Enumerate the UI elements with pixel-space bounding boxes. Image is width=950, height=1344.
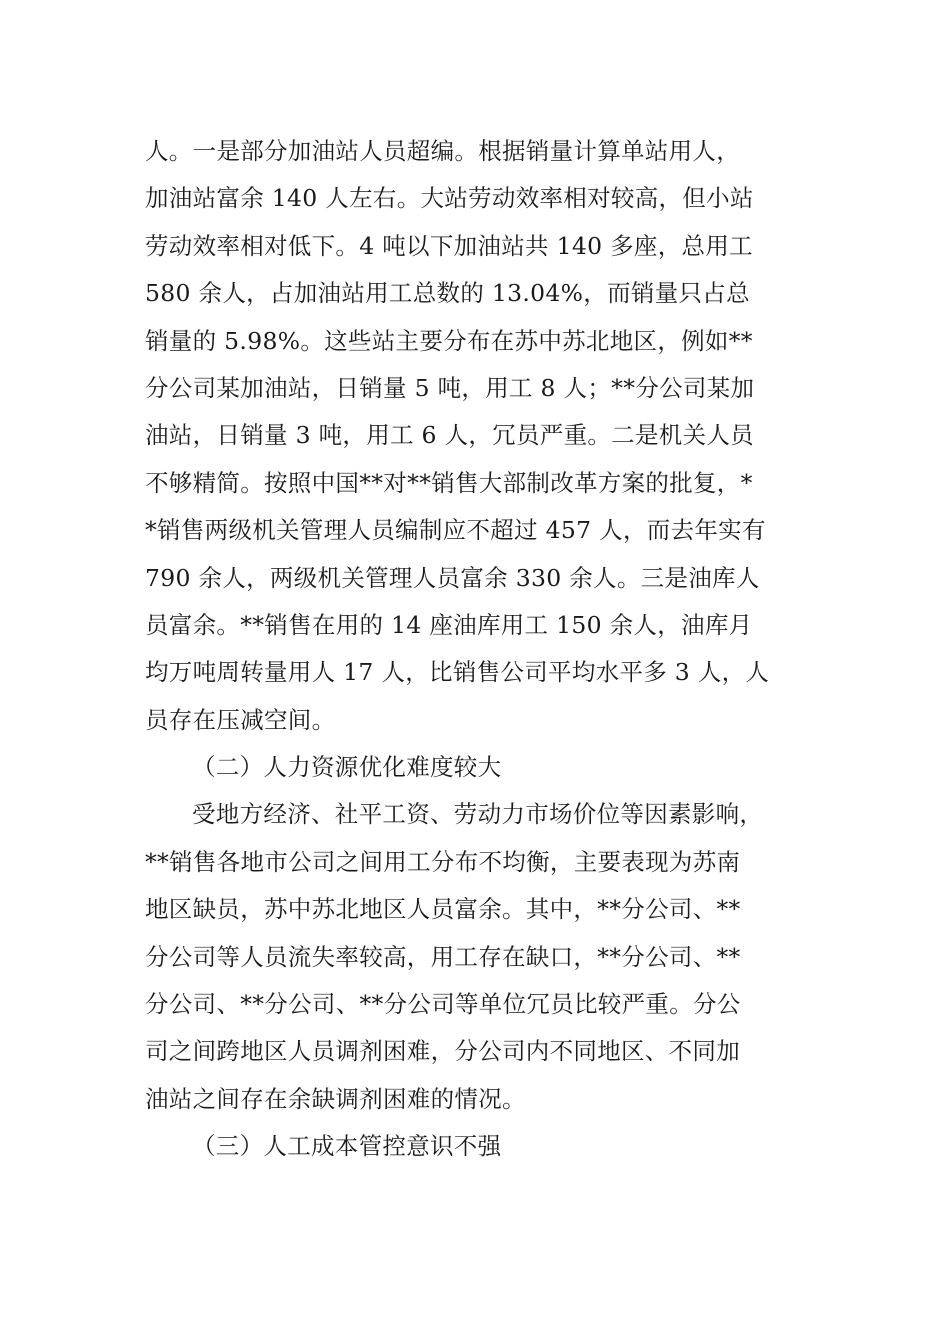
text-line: 580 余人，占加油站用工总数的 13.04%，而销量只占总 xyxy=(145,279,750,308)
text-line: 分公司、**分公司、**分公司等单位冗员比较严重。分公 xyxy=(145,990,741,1019)
text-line: *销售两级机关管理人员编制应不超过 457 人，而去年实有 xyxy=(145,516,766,545)
text-line: 员存在压减空间。 xyxy=(145,705,336,734)
text-line: 地区缺员，苏中苏北地区人员富余。其中，**分公司、** xyxy=(145,895,741,924)
text-line: 分公司等人员流失率较高，用工存在缺口，**分公司、** xyxy=(145,942,741,971)
text-line: 加油站富余 140 人左右。大站劳动效率相对较高，但小站 xyxy=(145,184,754,213)
text-line: 均万吨周转量用人 17 人，比销售公司平均水平多 3 人，人 xyxy=(145,658,770,687)
section-heading-3: （三）人工成本管控意识不强 xyxy=(192,1132,502,1161)
text-line: 油站之间存在余缺调剂困难的情况。 xyxy=(145,1084,526,1113)
text-line: 人。一是部分加油站人员超编。根据销量计算单站用人， xyxy=(145,137,740,165)
text-line: 分公司某加油站，日销量 5 吨，用工 8 人；**分公司某加 xyxy=(145,373,755,402)
text-line: 不够精简。按照中国**对**销售大部制改革方案的批复，* xyxy=(145,468,753,497)
text-line: 销量的 5.98%。这些站主要分布在苏中苏北地区，例如** xyxy=(145,326,753,355)
text-line: 劳动效率相对低下。4 吨以下加油站共 140 多座，总用工 xyxy=(145,231,753,260)
body-text xyxy=(145,128,815,1171)
section-heading-2: （二）人力资源优化难度较大 xyxy=(192,753,502,782)
text-line: **销售各地市公司之间用工分布不均衡，主要表现为苏南 xyxy=(145,847,741,876)
paragraph-start: 受地方经济、社平工资、劳动力市场价位等因素影响， xyxy=(192,800,764,829)
text-line: 司之间跨地区人员调剂困难，分公司内不同地区、不同加 xyxy=(145,1037,740,1066)
text-line: 员富余。**销售在用的 14 座油库用工 150 余人，油库月 xyxy=(145,610,753,639)
text-line: 790 余人，两级机关管理人员富余 330 余人。三是油库人 xyxy=(145,563,760,592)
text-line: 油站，日销量 3 吨，用工 6 人，冗员严重。二是机关人员 xyxy=(145,421,754,450)
